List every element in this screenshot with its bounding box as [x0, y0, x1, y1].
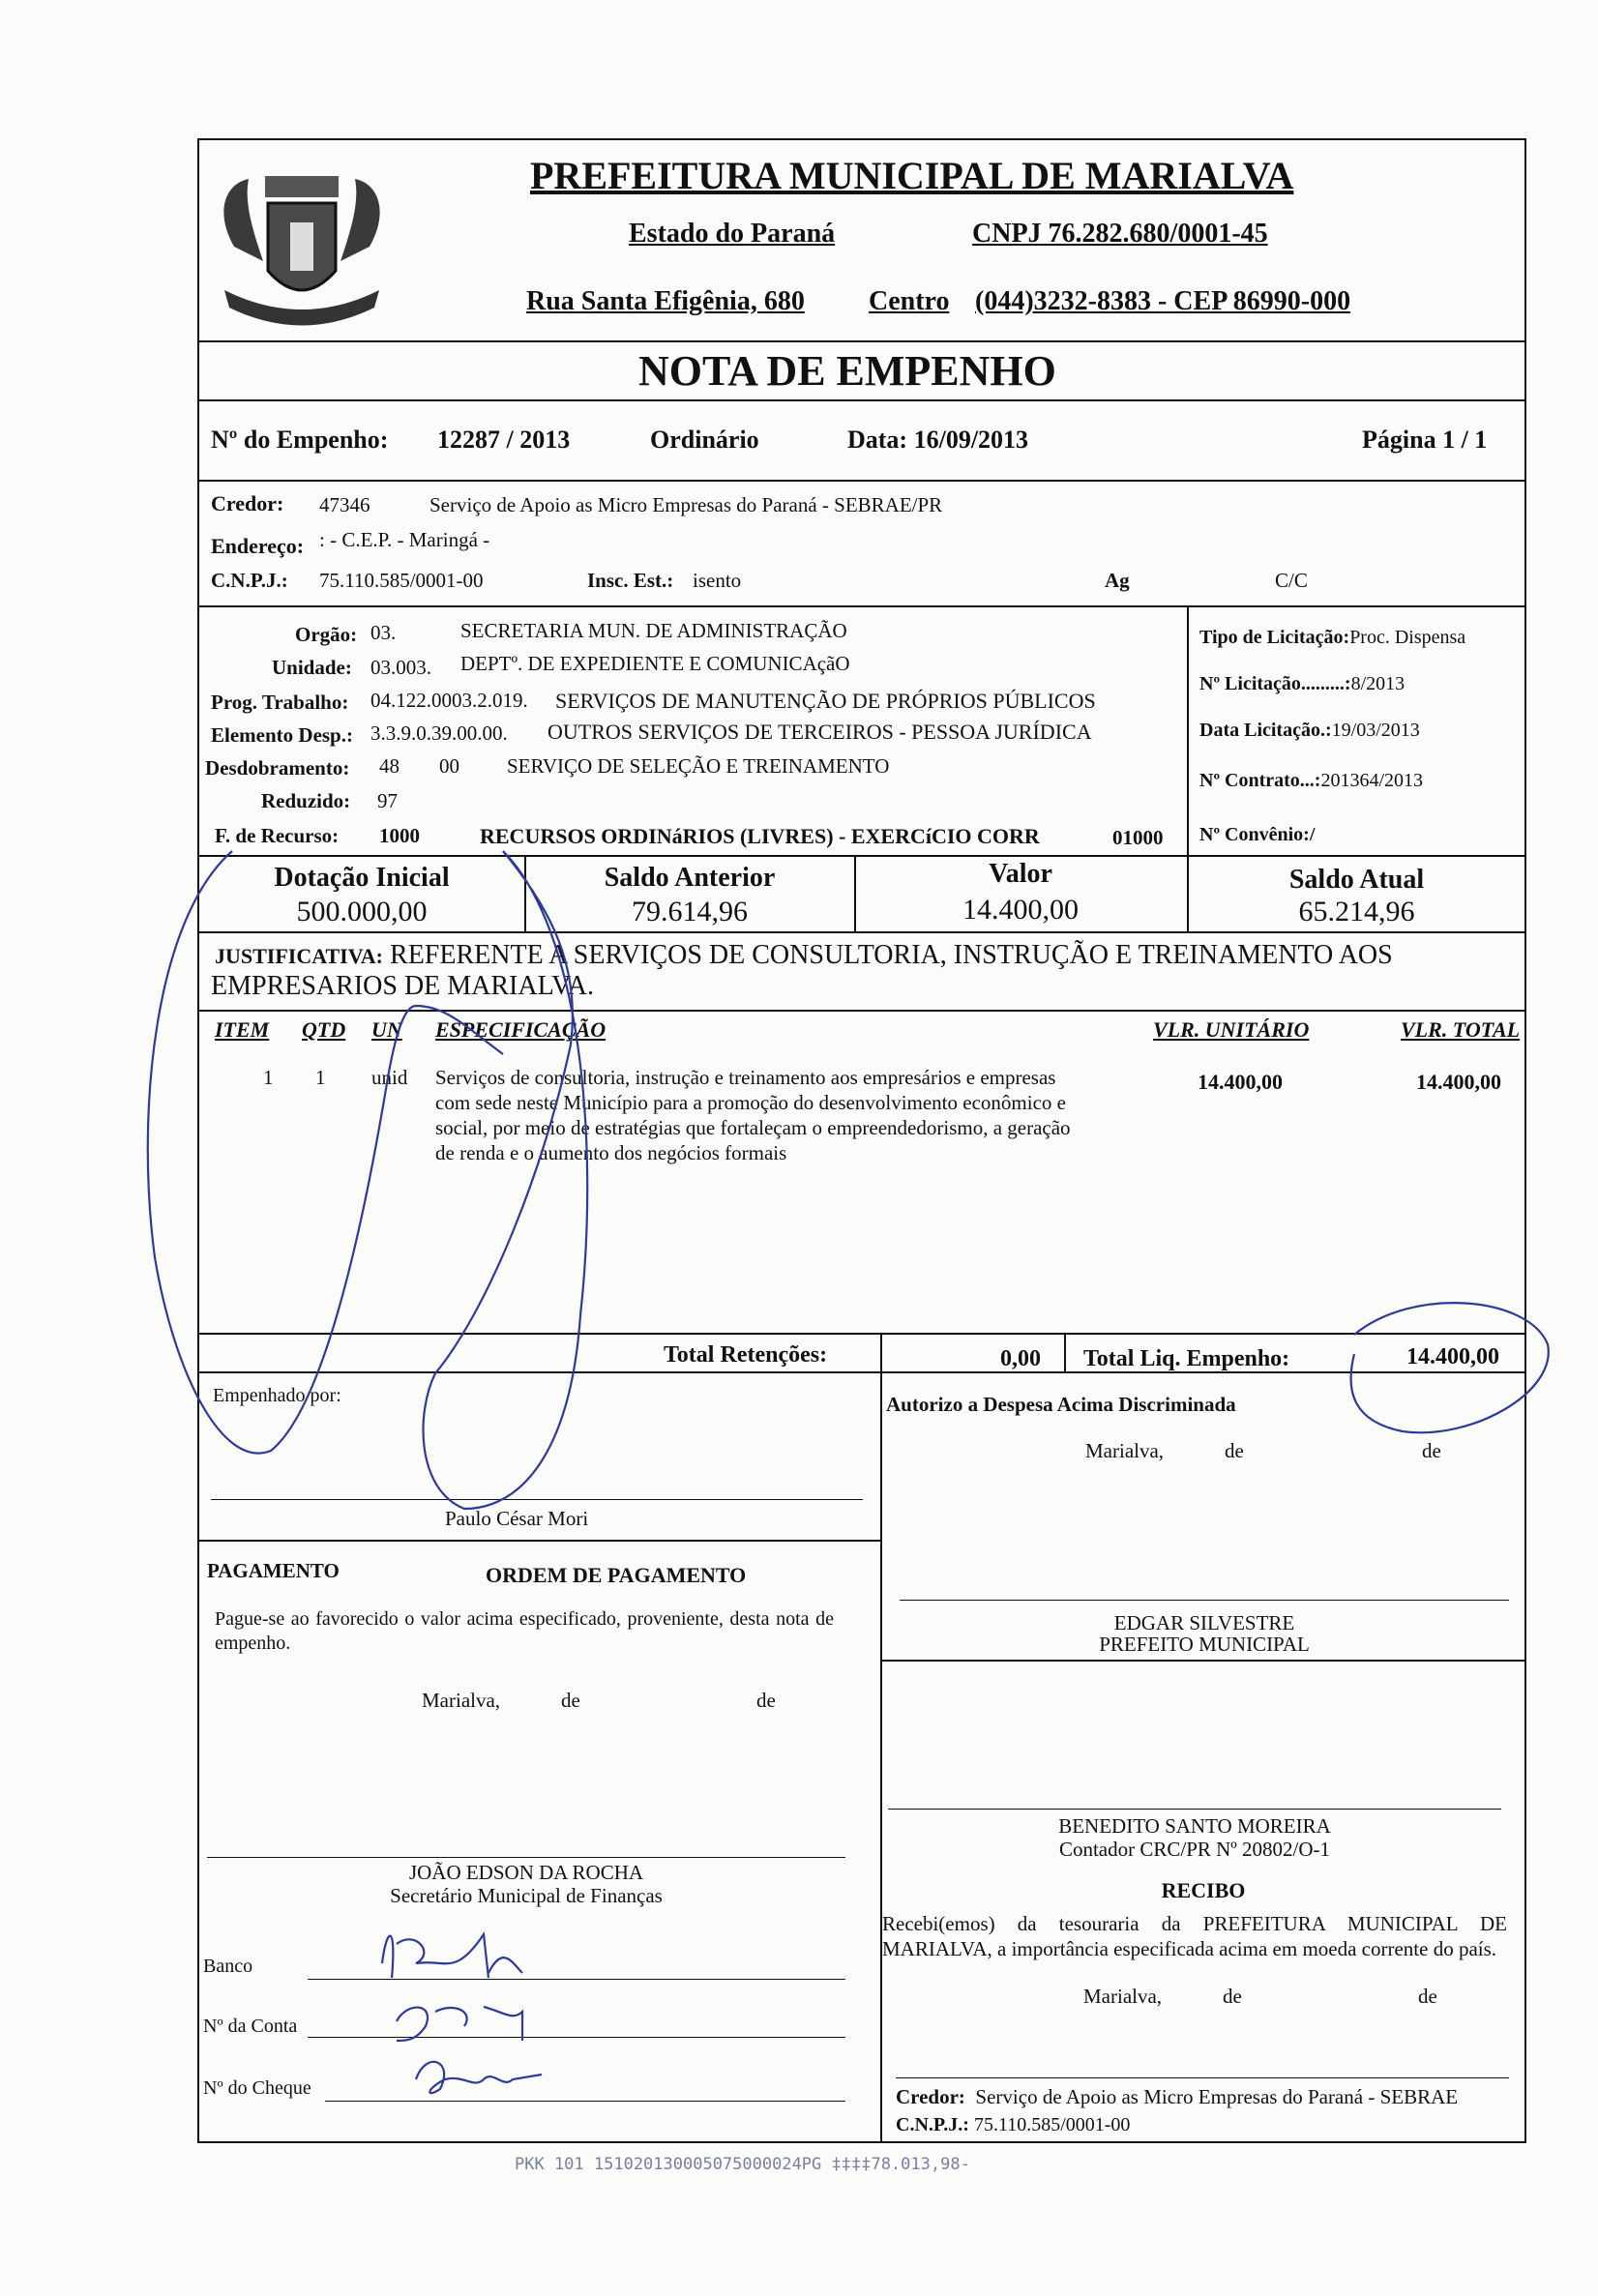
col-especificacao: ESPECIFICAÇÃO — [435, 1017, 607, 1042]
divider — [197, 1371, 1526, 1373]
cc-label: C/C — [1275, 569, 1308, 592]
divider — [197, 1540, 880, 1542]
signature-line — [211, 1499, 863, 1500]
total-liq-value: 14.400,00 — [1406, 1344, 1499, 1369]
licitacao-number-label: Nº Licitação.........: — [1199, 673, 1351, 694]
empenho-type: Ordinário — [650, 426, 759, 454]
credor-name: Serviço de Apoio as Micro Empresas do Paraná - SEBRAE/PR — [429, 493, 943, 516]
total-retencoes-value: 0,00 — [1000, 1346, 1041, 1371]
credor-cnpj-value: 75.110.585/0001-00 — [319, 569, 484, 592]
recurso-label: F. de Recurso: — [215, 824, 340, 847]
row-spec-line-1: Serviços de consultoria, instrução e treinamento aos empresários e empresas — [435, 1066, 1056, 1089]
municipality-cnpj: CNPJ 76.282.680/0001-45 — [972, 219, 1268, 249]
contrato-value: 201364/2013 — [1320, 770, 1424, 791]
orgao-code: 03. — [370, 621, 397, 644]
row-spec-line-3: social, por meio de estratégias que fortaleçam o empreendedorismo, a geração — [435, 1116, 1071, 1139]
recibo-credor-value: Serviço de Apoio as Micro Empresas do Paraná - SEBRAE — [975, 2085, 1459, 2108]
col-vlr-total: VLR. TOTAL — [1401, 1017, 1521, 1042]
empenho-number: 12287 / 2013 — [437, 426, 571, 454]
endereco-label: Endereço: — [211, 534, 305, 558]
divider — [1064, 1333, 1066, 1371]
justificativa-label: JUSTIFICATIVA: — [215, 944, 384, 968]
col-qtd: QTD — [302, 1017, 346, 1042]
divider — [880, 1371, 882, 2143]
prog-name: SERVIÇOS DE MANUTENÇÃO DE PRÓPRIOS PÚBLICOS — [555, 689, 1096, 713]
banco-label: Banco — [203, 1956, 253, 1977]
divider — [197, 340, 1526, 342]
autorizo-de1: de — [1225, 1439, 1244, 1462]
credor-label: Credor: — [211, 491, 284, 515]
row-spec-line-2: com sede neste Município para a promoção do desenvolvimento econômico e — [435, 1091, 1066, 1114]
address-phone-cep: (044)3232-8383 - CEP 86990-000 — [975, 286, 1351, 316]
ag-label: Ag — [1105, 569, 1130, 592]
divider — [1187, 605, 1189, 857]
recibo-de2: de — [1418, 1985, 1437, 2008]
cheque-label: Nº do Cheque — [203, 2077, 311, 2099]
financas-signer-role: Secretário Municipal de Finanças — [390, 1884, 663, 1907]
autorizo-de2: de — [1422, 1439, 1441, 1462]
footer-code: PKK 101 151020130005075000024PG ‡‡‡‡78.013,98- — [515, 2155, 970, 2174]
orgao-name: SECRETARIA MUN. DE ADMINISTRAÇÃO — [460, 619, 847, 642]
recibo-cnpj-value: 75.110.585/0001-00 — [973, 2114, 1131, 2135]
elemento-name: OUTROS SERVIÇOS DE TERCEIROS - PESSOA JURÍDICA — [547, 720, 1092, 744]
coat-of-arms-icon — [205, 155, 399, 339]
row-un: unid — [371, 1066, 408, 1089]
convenio-label: Nº Convênio:/ — [1199, 824, 1316, 845]
licitacao-date-value: 19/03/2013 — [1331, 720, 1420, 741]
unidade-code: 03.003. — [370, 656, 431, 679]
divider — [197, 1333, 1526, 1335]
prog-label: Prog. Trabalho: — [211, 691, 349, 714]
divider — [197, 605, 1526, 607]
col-vlr-unitario: VLR. UNITÁRIO — [1153, 1017, 1310, 1042]
cheque-line — [325, 2101, 845, 2102]
reduzido-value: 97 — [377, 789, 398, 812]
desdobramento-code1: 48 — [379, 754, 400, 778]
contrato-label: Nº Contrato...: — [1199, 770, 1321, 791]
desdobramento-label: Desdobramento: — [205, 756, 350, 780]
row-item: 1 — [263, 1066, 274, 1089]
empenhado-label: Empenhado por: — [213, 1385, 341, 1406]
row-vlr-unitario: 14.400,00 — [1198, 1070, 1283, 1094]
municipality-title: PREFEITURA MUNICIPAL DE MARIALVA — [530, 154, 1294, 197]
divider — [197, 399, 1526, 401]
col-item: ITEM — [215, 1017, 270, 1042]
saldo-anterior-value: 79.614,96 — [632, 896, 748, 927]
tipo-licitacao-label: Tipo de Licitação: — [1199, 627, 1350, 648]
conta-label: Nº da Conta — [203, 2016, 298, 2037]
recurso-code: 1000 — [379, 824, 420, 847]
signature-line — [896, 2077, 1509, 2078]
autorizo-city: Marialva, — [1085, 1439, 1165, 1462]
divider — [197, 855, 1526, 857]
unidade-label: Unidade: — [272, 656, 352, 679]
address-street: Rua Santa Efigênia, 680 — [526, 286, 805, 316]
banco-line — [308, 1979, 845, 1980]
autorizo-label: Autorizo a Despesa Acima Discriminada — [886, 1393, 1236, 1416]
contador-name: BENEDITO SANTO MOREIRA — [1058, 1814, 1331, 1838]
prefeito-name: EDGAR SILVESTRE — [1113, 1611, 1295, 1634]
licitacao-date-label: Data Licitação.: — [1199, 720, 1332, 741]
desdobramento-name: SERVIÇO DE SELEÇÃO E TREINAMENTO — [507, 754, 890, 778]
justificativa-text-cont: EMPRESARIOS DE MARIALVA. — [211, 971, 594, 1001]
document-title: NOTA DE EMPENHO — [638, 347, 1056, 395]
divider — [880, 1660, 1526, 1662]
conta-line — [308, 2037, 845, 2038]
empenho-label: Nº do Empenho: — [211, 426, 389, 454]
col-un: UN — [371, 1017, 402, 1042]
row-vlr-total: 14.400,00 — [1416, 1070, 1501, 1094]
saldo-atual-label: Saldo Atual — [1288, 865, 1425, 895]
recurso-code2: 01000 — [1112, 826, 1164, 849]
recibo-cnpj-label: C.N.P.J.: — [896, 2114, 969, 2135]
valor-value: 14.400,00 — [962, 894, 1079, 926]
reduzido-label: Reduzido: — [261, 789, 351, 812]
elemento-code: 3.3.9.0.39.00.00. — [370, 721, 508, 745]
divider — [880, 1333, 882, 1371]
pagamento-city: Marialva, — [422, 1689, 501, 1712]
empenhado-signer: Paulo César Mori — [445, 1507, 589, 1530]
contador-role: Contador CRC/PR Nº 20802/O-1 — [1058, 1838, 1331, 1861]
financas-signer-name: JOÃO EDSON DA ROCHA — [408, 1861, 644, 1884]
pagamento-text: Pague-se ao favorecido o valor acima especificado, proveniente, desta nota de empenho. — [215, 1608, 834, 1654]
credor-code: 47346 — [319, 493, 370, 516]
row-spec-line-4: de renda e o aumento dos negócios formais — [435, 1141, 787, 1164]
pagamento-de1: de — [561, 1689, 580, 1712]
orgao-label: Orgão: — [295, 623, 358, 646]
divider — [197, 480, 1526, 482]
signature-line — [207, 1857, 845, 1858]
address-district: Centro — [869, 286, 950, 316]
prefeito-role: PREFEITO MUNICIPAL — [1099, 1633, 1310, 1656]
signature-line — [900, 1600, 1509, 1601]
recibo-city: Marialva, — [1083, 1985, 1163, 2008]
endereco-value: : - C.E.P. - Maringá - — [319, 528, 490, 551]
recurso-name: RECURSOS ORDINáRIOS (LIVRES) - EXERCíCIO CORR — [480, 824, 1040, 848]
valor-label: Valor — [989, 859, 1052, 889]
dotacao-inicial-value: 500.000,00 — [296, 896, 428, 927]
tipo-licitacao-value: Proc. Dispensa — [1349, 627, 1466, 648]
recibo-text: Recebi(emos) da tesouraria da PREFEITURA MUNICIPAL DE MARIALVA, a importância especificada acima em moeda corrente do país. — [882, 1912, 1507, 1961]
ordem-pagamento-label: ORDEM DE PAGAMENTO — [486, 1563, 747, 1587]
insc-label: Insc. Est.: — [587, 569, 674, 592]
unidade-name: DEPTº. DE EXPEDIENTE E COMUNICAçãO — [460, 652, 850, 675]
recibo-title: RECIBO — [1161, 1878, 1246, 1902]
credor-cnpj-label: C.N.P.J.: — [211, 569, 288, 592]
total-liq-label: Total Liq. Empenho: — [1083, 1346, 1290, 1371]
pagamento-de2: de — [756, 1689, 776, 1712]
divider — [197, 1010, 1526, 1012]
recibo-credor-label: Credor: — [896, 2085, 965, 2108]
desdobramento-code2: 00 — [439, 754, 459, 778]
justificativa-text: REFERENTE A SERVIÇOS DE CONSULTORIA, INSTRUÇÃO E TREINAMENTO AOS — [390, 940, 1393, 970]
divider — [197, 931, 1526, 933]
row-qtd: 1 — [315, 1066, 326, 1089]
saldo-anterior-label: Saldo Anterior — [604, 863, 776, 893]
prog-code: 04.122.0003.2.019. — [370, 689, 528, 712]
recibo-de1: de — [1223, 1985, 1242, 2008]
licitacao-number-value: 8/2013 — [1350, 673, 1406, 694]
page-indicator: Página 1 / 1 — [1362, 426, 1488, 454]
signature-line — [888, 1809, 1501, 1810]
state-name: Estado do Paraná — [629, 219, 836, 249]
saldo-atual-value: 65.214,96 — [1298, 896, 1415, 927]
pagamento-label: PAGAMENTO — [207, 1559, 340, 1582]
total-retencoes-label: Total Retenções: — [664, 1342, 828, 1368]
insc-value: isento — [693, 569, 742, 592]
dotacao-inicial-label: Dotação Inicial — [274, 863, 450, 893]
empenho-date: Data: 16/09/2013 — [847, 426, 1029, 454]
elemento-label: Elemento Desp.: — [211, 723, 353, 747]
